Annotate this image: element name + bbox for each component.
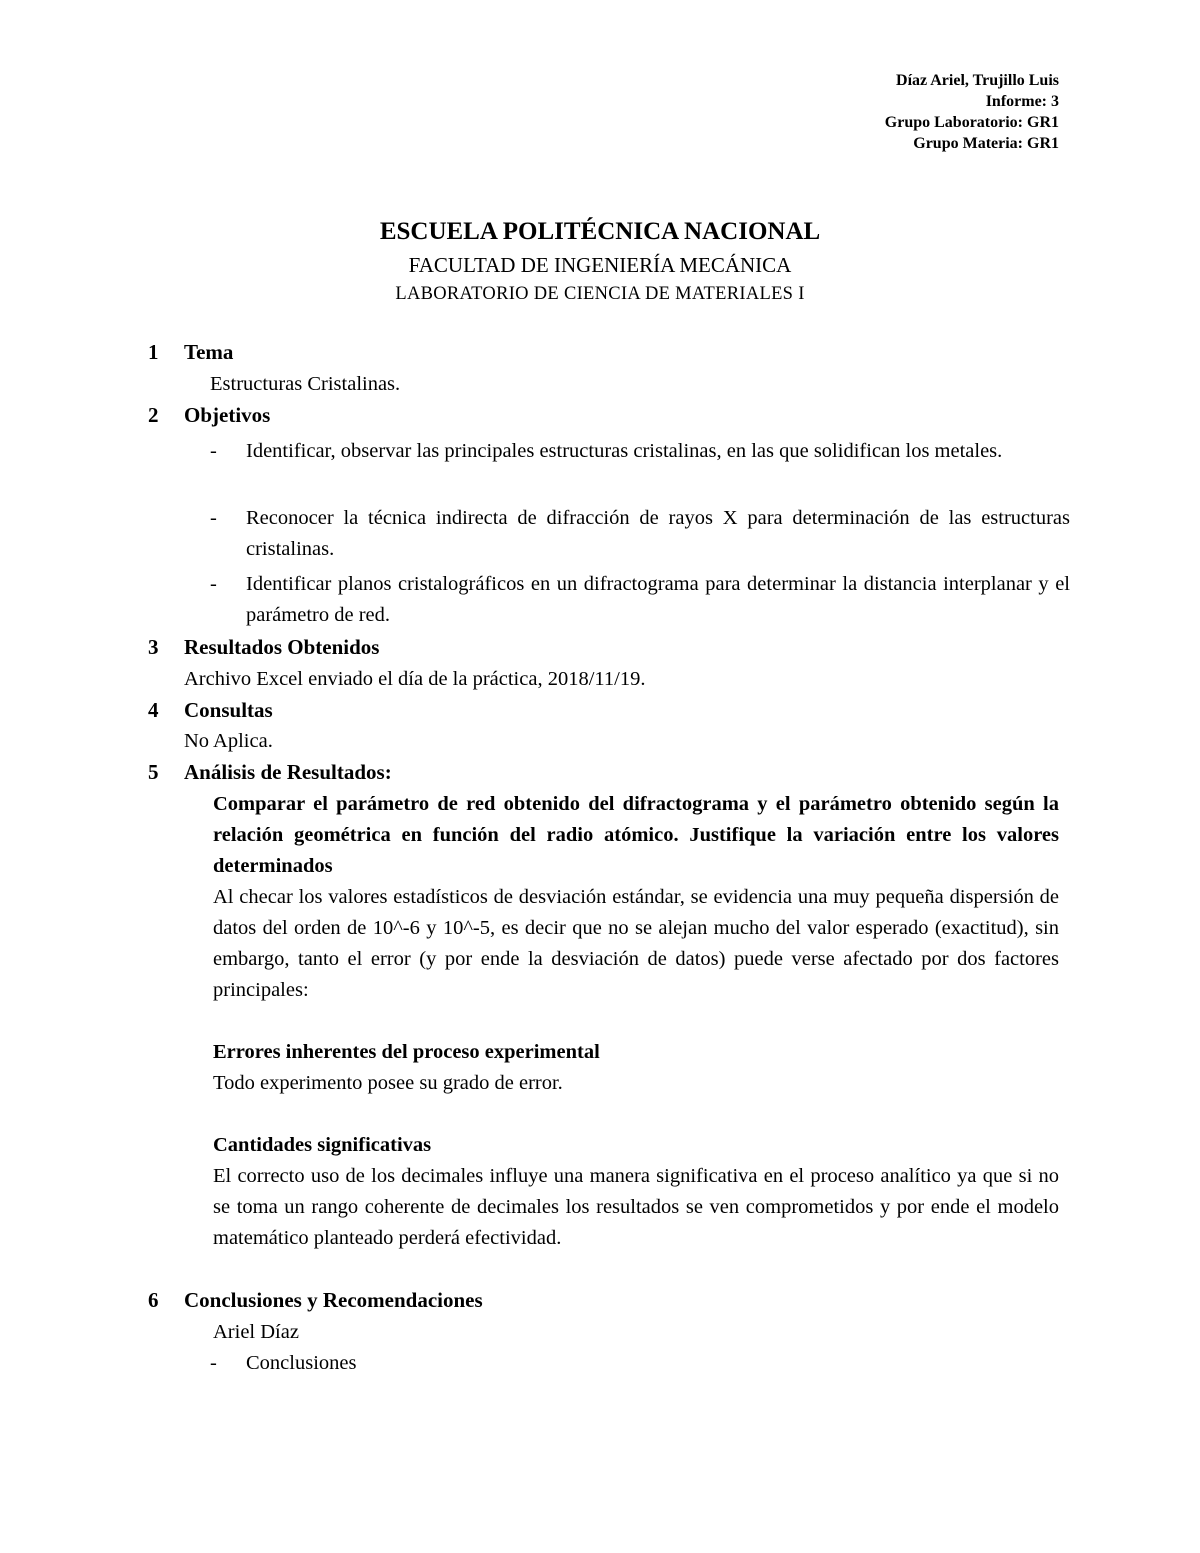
faculty-title: FACULTAD DE INGENIERÍA MECÁNICA	[408, 253, 792, 277]
header-grupo-laboratorio: Grupo Laboratorio: GR1	[884, 114, 1059, 131]
section-number: 1	[148, 340, 159, 364]
section-title: Análisis de Resultados:	[184, 760, 392, 784]
analysis-answer: Al checar los valores estadísticos de desviación estándar, se evidencia una muy pequeña dispersión de datos del orden de 10^-6 y 10^-5, es decir que no se alejan mucho del valor esperado (exactitud), sin embargo, tanto el error (y por ende la desviación de datos) puede verse afectado por dos factores principales:	[213, 886, 1059, 1001]
bullet-dash: -	[210, 507, 217, 529]
analysis-question: Comparar el parámetro de red obtenido del difractograma y el parámetro obtenido según la relación geométrica en función del radio atómico. Justifique la variación entre los valores determinados	[213, 793, 1059, 877]
section-1-body: Estructuras Cristalinas.	[210, 373, 401, 395]
section-1-heading	[148, 340, 233, 365]
document-header	[885, 70, 1059, 154]
section-title: Resultados Obtenidos	[184, 635, 380, 659]
section-title: Objetivos	[184, 403, 271, 427]
objective-text: Identificar, observar las principales estructuras cristalinas, en las que solidifican los metales.	[246, 440, 1003, 462]
section-4-heading	[148, 698, 273, 723]
factor-1-title: Errores inherentes del proceso experimental	[213, 1041, 600, 1063]
factor-2-body: El correcto uso de los decimales influye una manera significativa en el proceso analítico ya que si no se toma un rango coherente de decimales los resultados se ven comprometidos y por ende el modelo matemático planteado perderá efectividad.	[213, 1165, 1059, 1249]
header-informe: Informe: 3	[985, 93, 1059, 110]
section-3-body: Archivo Excel enviado el día de la práctica, 2018/11/19.	[184, 668, 646, 690]
factor-2-title: Cantidades significativas	[213, 1134, 432, 1156]
conclusions-text: Conclusiones	[246, 1352, 357, 1374]
bullet-dash: -	[210, 573, 217, 595]
section-6-heading	[148, 1288, 483, 1313]
section-number: 6	[148, 1288, 159, 1312]
header-authors: Díaz Ariel, Trujillo Luis	[896, 72, 1059, 89]
conclusions-author: Ariel Díaz	[213, 1321, 299, 1343]
section-number: 5	[148, 760, 159, 784]
section-title: Tema	[184, 340, 234, 364]
section-number: 2	[148, 403, 159, 427]
bullet-dash: -	[210, 440, 217, 462]
section-number: 3	[148, 635, 159, 659]
section-number: 4	[148, 698, 159, 722]
objective-text: Reconocer la técnica indirecta de difracción de rayos X para determinación de las estructuras cristalinas.	[246, 507, 1070, 560]
section-5-heading	[148, 760, 392, 785]
section-3-heading	[148, 635, 379, 660]
objective-text: Identificar planos cristalográficos en un difractograma para determinar la distancia interplanar y el parámetro de red.	[246, 573, 1070, 626]
school-title: ESCUELA POLITÉCNICA NACIONAL	[379, 218, 821, 245]
section-2-heading	[148, 403, 270, 428]
factor-1-body: Todo experimento posee su grado de error.	[213, 1072, 563, 1094]
section-4-body: No Aplica.	[184, 730, 273, 752]
lab-title: LABORATORIO DE CIENCIA DE MATERIALES I	[395, 284, 805, 304]
section-title: Consultas	[184, 698, 273, 722]
bullet-dash: -	[210, 1352, 217, 1374]
header-grupo-materia: Grupo Materia: GR1	[913, 135, 1059, 152]
section-title: Conclusiones y Recomendaciones	[184, 1288, 483, 1312]
